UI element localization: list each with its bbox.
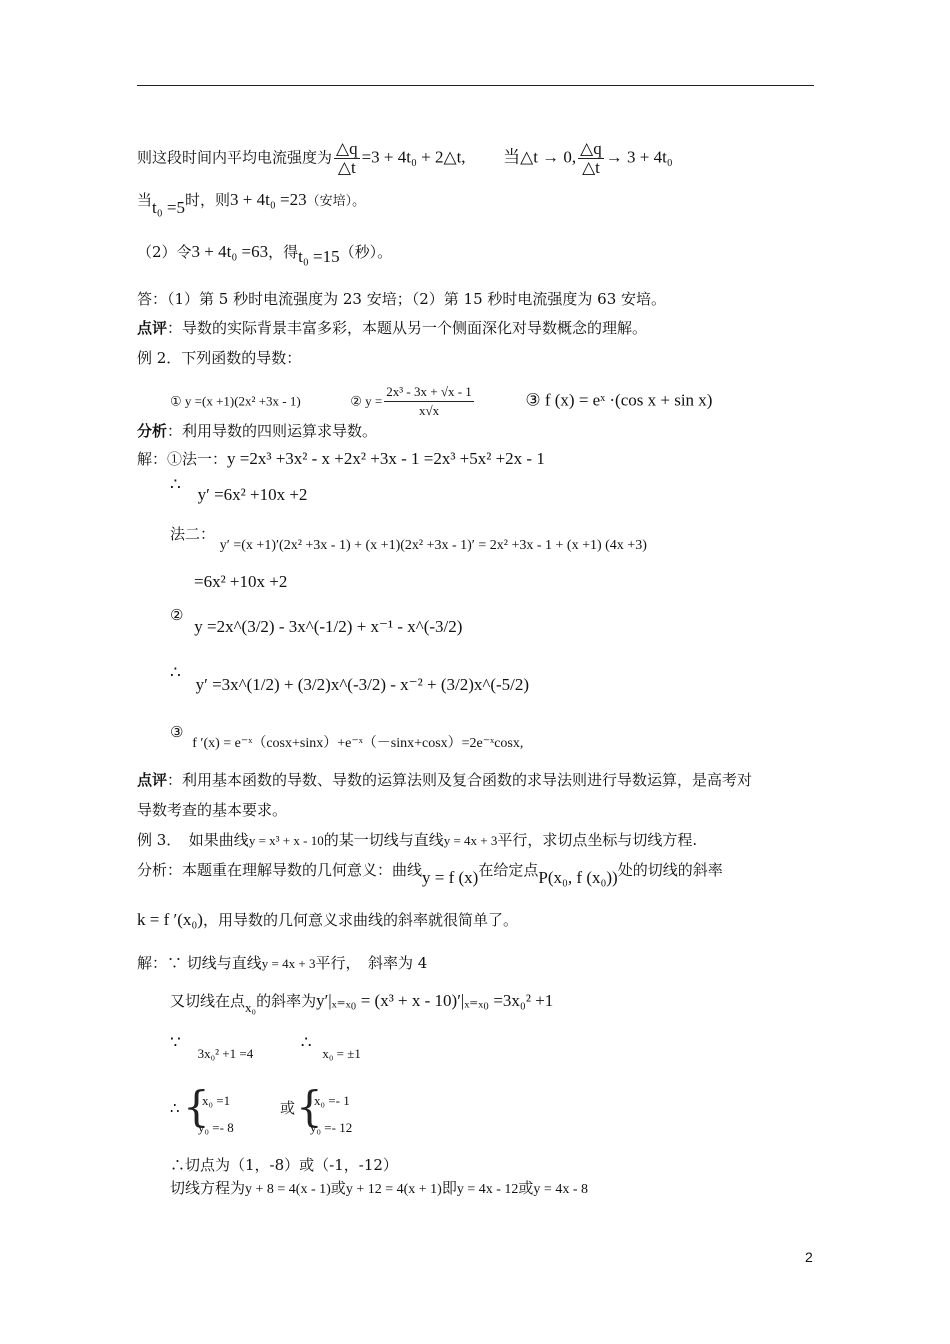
sol2-line1: 解：①法一：y =2x³ +3x² - x +2x² +3x - 1 =2x³ +5x² +2x - 1 — [137, 449, 545, 468]
fraction-dq-dt: $\frac{\triangle q}{\triangle t}$ — [336, 139, 358, 177]
system2-x: x₀ =- 1 — [314, 1093, 350, 1108]
sol2-line5: ② y =2x^(3/2) - 3x^(-1/2) + x⁻¹ - x^(-3/2) — [170, 606, 463, 636]
line-part2: （2）令3 + 4t₀ =63，得t₀ =15（秒）。 — [137, 242, 393, 266]
comment-1: 点评：导数的实际背景丰富多彩，本题从另一个侧面深化对导数概念的理解。 — [137, 319, 648, 337]
analysis-3-line1: 分析：本题重在理解导数的几何意义：曲线y = f (x)在给定点P(x₀, f (x₀))处的切线的斜率 — [137, 861, 723, 887]
example-3: 例 3． 如果曲线y = x³ + x - 10的某一切线与直线y = 4x + 3平行，求切点坐标与切线方程. — [137, 831, 698, 849]
answer-line: 答：（1）第 5 秒时电流强度为 23 安培；（2）第 15 秒时电流强度为 63 安培。 — [137, 290, 667, 308]
comment-2-line1: 点评：利用基本函数的导数、导数的运算法则及复合函数的求导法则进行导数运算，是高考对 — [137, 771, 753, 789]
example-2-functions: ① y =(x +1)(2x² +3x - 1) ② y = $\frac{\text{2x³ - 3x + √x - 1}}{x√x}$ ③ f (x) = eˣ ·(cos x + sin x) — [170, 384, 713, 418]
page-number: 2 — [805, 1249, 813, 1265]
sol2-line7: ③ f ′(x) = e⁻ˣ（cosx+sinx）+e⁻ˣ（－sinx+cosx）=2e⁻ˣcosx, — [170, 723, 524, 751]
sol2-line4: =6x² +10x +2 — [194, 572, 288, 591]
sol2-line2: ∴ y′ =6x² +10x +2 — [170, 475, 308, 504]
sol3-line2: 又切线在点x₀的斜率为y′|ₓ₌ₓ₀ = (x³ + x - 10)′|ₓ₌ₓ₀ =3x₀² +1 — [170, 991, 554, 1015]
sol2-line3: 法二： y′ =(x +1)′(2x² +3x - 1) + (x +1)(2x² +3x - 1)′ = 2x² +3x - 1 + (x +1) (4x +3) — [170, 525, 647, 553]
system1-y: y₀ =- 8 — [198, 1120, 234, 1135]
example-2-title: 例 2．下列函数的导数： — [137, 349, 302, 367]
fraction-f2: $\frac{\text{2x³ - 3x + √x - 1}}{x√x}$ — [386, 384, 472, 418]
line-average-current: 则这段时间内平均电流强度为 $\frac{\triangle q}{\triangle t}$ =3 + 4t₀ + 2△t, 当△t → 0, $\frac{\triangle q}{\triangle t}$ → 3 + 4t₀ — [137, 139, 673, 177]
sol3-line4-symbol: ∴ — [170, 1099, 180, 1117]
analysis-2: 分析：利用导数的四则运算求导数。 — [137, 422, 378, 440]
sol3-line5: ∴切点为（1，-8）或（-1，-12） — [170, 1156, 398, 1174]
line-t0-5: 当t₀ =5时，则3 + 4t₀ =23（安培）。 — [137, 190, 366, 217]
analysis-3-line2: k = f ′(x₀)，用导数的几何意义求曲线的斜率就很简单了。 — [137, 910, 518, 929]
left-brace-2: { — [296, 1082, 323, 1131]
fraction-dq-dt-limit: $\frac{\triangle q}{\triangle t}$ — [580, 139, 602, 177]
sol3-line6: 切线方程为y + 8 = 4(x - 1)或y + 12 = 4(x + 1)即y = 4x - 12或y = 4x - 8 — [170, 1179, 588, 1197]
system2-y: y₀ =- 12 — [310, 1120, 353, 1135]
system1-x: x₀ =1 — [202, 1093, 231, 1108]
sol3-line3: ∵ 3x₀² +1 =4 ∴ x₀ = ±1 — [170, 1033, 361, 1061]
sol2-line6: ∴ y′ =3x^(1/2) + (3/2)x^(-3/2) - x⁻² + (3/2)x^(-5/2) — [170, 663, 530, 694]
left-brace-1: { — [183, 1082, 210, 1131]
sol3-line1: 解：∵ 切线与直线y = 4x + 3平行， 斜率为 4 — [137, 954, 428, 972]
header-rule — [137, 85, 814, 86]
comment-2-line2: 导数考查的基本要求。 — [137, 801, 288, 819]
or-label: 或 — [280, 1099, 296, 1117]
